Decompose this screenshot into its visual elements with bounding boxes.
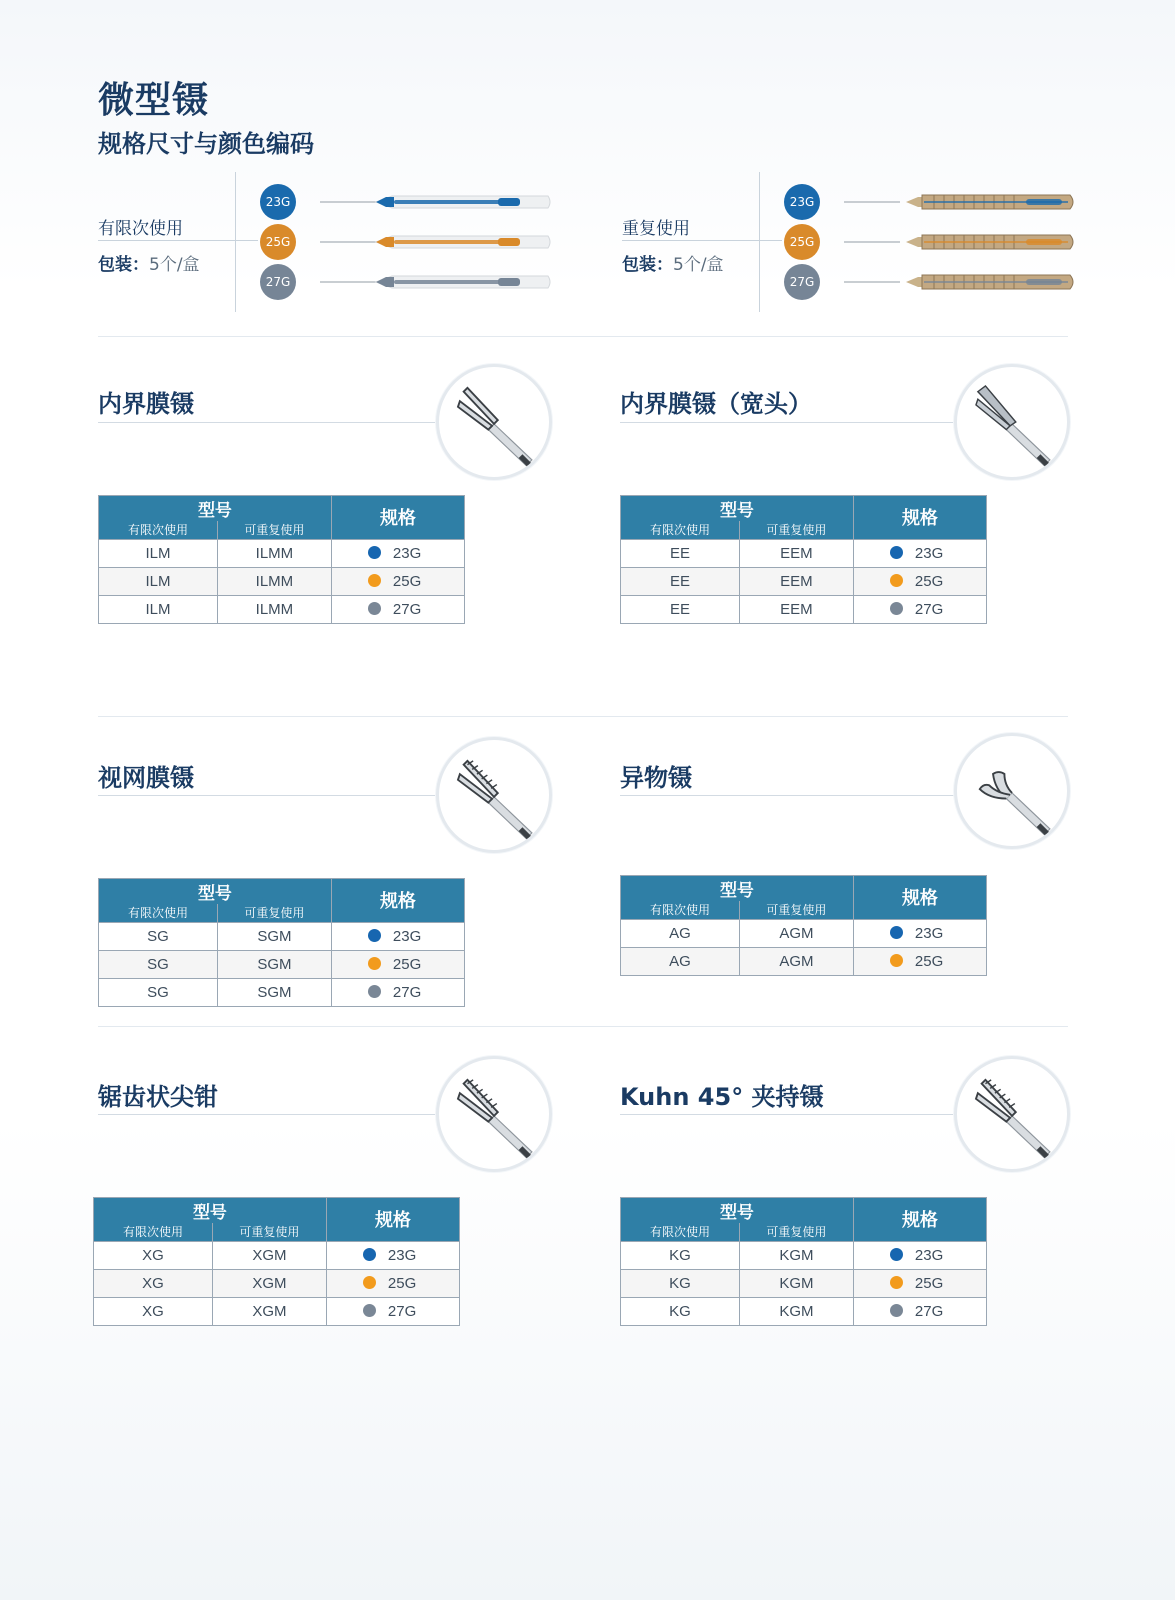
package-info: [622, 250, 724, 275]
table-header-row: [99, 879, 465, 905]
reusable-model-cell: XGM: [212, 1269, 326, 1297]
spec-cell: [326, 1297, 459, 1325]
usage-label: 有限次使用: [98, 219, 183, 239]
limited-use-header: 有限次使用: [94, 1223, 213, 1241]
section-underline: [620, 422, 954, 423]
table-row: [99, 567, 465, 595]
divider: [98, 716, 1068, 717]
limited-model-cell: KG: [621, 1297, 740, 1325]
spec-table: [620, 495, 987, 624]
limited-model-cell: XG: [94, 1241, 213, 1269]
model-header: 型号: [621, 876, 854, 902]
gauge-label: 25G: [392, 572, 422, 590]
table-row: [99, 978, 465, 1006]
model-header: 型号: [621, 1198, 854, 1224]
spec-cell: [331, 595, 464, 623]
usage-underline: [98, 240, 258, 241]
spec-cell: [326, 1269, 459, 1297]
gauge-label: 27G: [914, 1302, 944, 1320]
package-label: 包装：: [98, 255, 149, 275]
usage-label: 重复使用: [622, 219, 690, 239]
kuhn-forceps-icon: [954, 1056, 1070, 1172]
gauge-color-dot: [363, 1304, 376, 1317]
reusable-header: 可重复使用: [217, 904, 331, 922]
model-header: 型号: [621, 496, 854, 522]
spec-cell: [853, 539, 986, 567]
gauge-color-dot: [890, 602, 903, 615]
table-row: [621, 1241, 987, 1269]
section-title: 内界膜镊: [98, 390, 194, 418]
limited-use-header: 有限次使用: [99, 904, 218, 922]
table-row: [94, 1297, 460, 1325]
table-header-row: [621, 876, 987, 902]
gauge-badge-23G: 23G: [784, 184, 820, 220]
reusable-forceps-27G-image: [844, 271, 1076, 293]
reusable-header: 可重复使用: [739, 521, 853, 539]
reusable-model-cell: ILMM: [217, 567, 331, 595]
gauge-label: 23G: [392, 544, 422, 562]
disposable-forceps-25G-image: [320, 231, 552, 253]
limited-use-header: 有限次使用: [621, 1223, 740, 1241]
spec-cell: [853, 947, 986, 975]
instrument-image: [320, 231, 552, 253]
divider: [98, 336, 1068, 337]
usage-block-limited: [98, 172, 628, 317]
reusable-model-cell: EEM: [739, 567, 853, 595]
package-value: 5个/盒: [149, 255, 200, 275]
gauge-label: 23G: [914, 1246, 944, 1264]
package-value: 5个/盒: [673, 255, 724, 275]
reusable-model-cell: AGM: [739, 947, 853, 975]
vertical-divider: [235, 172, 236, 312]
table-row: [621, 947, 987, 975]
gauge-color-dot: [368, 957, 381, 970]
spec-cell: [853, 1241, 986, 1269]
package-label: 包装：: [622, 255, 673, 275]
spec-header: 规格: [853, 1198, 986, 1242]
reusable-model-cell: EEM: [739, 539, 853, 567]
vertical-divider: [759, 172, 760, 312]
table-row: [99, 595, 465, 623]
limited-model-cell: SG: [99, 950, 218, 978]
gauge-badge-25G: 25G: [260, 224, 296, 260]
usage-underline: [622, 240, 782, 241]
table-row: [99, 539, 465, 567]
spec-cell: [853, 919, 986, 947]
spec-header: 规格: [853, 496, 986, 540]
package-info: [98, 250, 200, 275]
gauge-badge-27G: 27G: [260, 264, 296, 300]
gauge-color-dot: [890, 954, 903, 967]
table-row: [99, 950, 465, 978]
section-title: 锯齿状尖钳: [98, 1083, 218, 1111]
gauge-label: 27G: [392, 600, 422, 618]
gauge-color-dot: [368, 546, 381, 559]
table-header-row: [94, 1198, 460, 1224]
spec-header: 规格: [326, 1198, 459, 1242]
wide-tip-forceps-icon: [954, 364, 1070, 480]
gauge-color-dot: [368, 985, 381, 998]
reusable-model-cell: SGM: [217, 978, 331, 1006]
table-row: [94, 1241, 460, 1269]
gauge-label: 23G: [914, 544, 944, 562]
spec-cell: [331, 950, 464, 978]
reusable-header: 可重复使用: [739, 901, 853, 919]
table-header-row: [621, 1198, 987, 1224]
table-row: [94, 1269, 460, 1297]
gauge-label: 27G: [914, 600, 944, 618]
section-underline: [98, 422, 436, 423]
limited-model-cell: SG: [99, 922, 218, 950]
spec-table: [98, 495, 465, 624]
gauge-color-dot: [890, 926, 903, 939]
reusable-model-cell: SGM: [217, 950, 331, 978]
section-underline: [98, 795, 436, 796]
gauge-color-dot: [368, 929, 381, 942]
section-underline: [98, 1114, 436, 1115]
section-title: 异物镊: [620, 764, 692, 792]
section-underline: [620, 1114, 954, 1115]
spec-cell: [331, 539, 464, 567]
limited-model-cell: KG: [621, 1269, 740, 1297]
reusable-model-cell: XGM: [212, 1241, 326, 1269]
limited-model-cell: EE: [621, 567, 740, 595]
reusable-model-cell: KGM: [739, 1297, 853, 1325]
serrated-forceps-icon: [436, 737, 552, 853]
table-row: [621, 539, 987, 567]
model-header: 型号: [94, 1198, 327, 1224]
instrument-image: [320, 191, 552, 213]
gauge-label: 27G: [387, 1302, 417, 1320]
reusable-model-cell: EEM: [739, 595, 853, 623]
spec-cell: [853, 1269, 986, 1297]
table-header-row: [99, 496, 465, 522]
spec-cell: [331, 567, 464, 595]
gauge-color-dot: [368, 574, 381, 587]
limited-model-cell: ILM: [99, 567, 218, 595]
instrument-image: [844, 231, 1076, 253]
limited-model-cell: ILM: [99, 539, 218, 567]
reusable-header: 可重复使用: [217, 521, 331, 539]
reusable-model-cell: ILMM: [217, 539, 331, 567]
gauge-label: 23G: [387, 1246, 417, 1264]
serrated-tip-forceps-icon: [436, 1056, 552, 1172]
table-row: [621, 1269, 987, 1297]
foreign-body-forceps-icon: [954, 733, 1070, 849]
gauge-label: 23G: [392, 927, 422, 945]
spec-table: [93, 1197, 460, 1326]
limited-model-cell: EE: [621, 595, 740, 623]
reusable-forceps-23G-image: [844, 191, 1076, 213]
table-row: [621, 595, 987, 623]
section-title: 内界膜镊（宽头）: [620, 390, 812, 418]
table-row: [621, 1297, 987, 1325]
limited-use-header: 有限次使用: [621, 901, 740, 919]
disposable-forceps-27G-image: [320, 271, 552, 293]
gauge-badge-23G: 23G: [260, 184, 296, 220]
spec-cell: [853, 1297, 986, 1325]
model-header: 型号: [99, 496, 332, 522]
spec-cell: [326, 1241, 459, 1269]
gauge-label: 25G: [387, 1274, 417, 1292]
spec-cell: [853, 595, 986, 623]
reusable-header: 可重复使用: [212, 1223, 326, 1241]
reusable-model-cell: SGM: [217, 922, 331, 950]
model-header: 型号: [99, 879, 332, 905]
reusable-model-cell: XGM: [212, 1297, 326, 1325]
reusable-model-cell: ILMM: [217, 595, 331, 623]
spec-header: 规格: [853, 876, 986, 920]
gauge-badge-25G: 25G: [784, 224, 820, 260]
section-title: 视网膜镊: [98, 764, 194, 792]
gauge-color-dot: [890, 1248, 903, 1261]
gauge-label: 25G: [914, 572, 944, 590]
spec-cell: [331, 922, 464, 950]
reusable-model-cell: AGM: [739, 919, 853, 947]
gauge-badge-27G: 27G: [784, 264, 820, 300]
page-title: 微型镊: [98, 80, 210, 121]
spec-cell: [853, 567, 986, 595]
limited-model-cell: XG: [94, 1269, 213, 1297]
spec-table: [98, 878, 465, 1007]
limited-model-cell: AG: [621, 919, 740, 947]
gauge-label: 25G: [392, 955, 422, 973]
instrument-image: [844, 191, 1076, 213]
spec-table: [620, 1197, 987, 1326]
spec-header: 规格: [331, 496, 464, 540]
reusable-model-cell: KGM: [739, 1241, 853, 1269]
limited-use-header: 有限次使用: [621, 521, 740, 539]
instrument-image: [844, 271, 1076, 293]
gauge-label: 23G: [914, 924, 944, 942]
instrument-image: [320, 271, 552, 293]
reusable-header: 可重复使用: [739, 1223, 853, 1241]
disposable-forceps-23G-image: [320, 191, 552, 213]
gauge-label: 25G: [914, 952, 944, 970]
section-title: Kuhn 45° 夹持镊: [620, 1083, 824, 1111]
limited-model-cell: KG: [621, 1241, 740, 1269]
reusable-forceps-25G-image: [844, 231, 1076, 253]
gauge-color-dot: [363, 1248, 376, 1261]
ilm-forceps-icon: [436, 364, 552, 480]
section-underline: [620, 795, 954, 796]
limited-model-cell: XG: [94, 1297, 213, 1325]
spec-header: 规格: [331, 879, 464, 923]
limited-model-cell: SG: [99, 978, 218, 1006]
gauge-color-dot: [890, 1304, 903, 1317]
divider: [98, 1026, 1068, 1027]
table-row: [99, 922, 465, 950]
table-row: [621, 919, 987, 947]
gauge-color-dot: [363, 1276, 376, 1289]
gauge-color-dot: [368, 602, 381, 615]
table-row: [621, 567, 987, 595]
limited-use-header: 有限次使用: [99, 521, 218, 539]
limited-model-cell: AG: [621, 947, 740, 975]
limited-model-cell: ILM: [99, 595, 218, 623]
gauge-color-dot: [890, 574, 903, 587]
limited-model-cell: EE: [621, 539, 740, 567]
usage-block-reusable: [622, 172, 1152, 317]
gauge-color-dot: [890, 1276, 903, 1289]
gauge-label: 27G: [392, 983, 422, 1001]
table-header-row: [621, 496, 987, 522]
page-subtitle: 规格尺寸与颜色编码: [98, 130, 314, 158]
gauge-label: 25G: [914, 1274, 944, 1292]
gauge-color-dot: [890, 546, 903, 559]
spec-cell: [331, 978, 464, 1006]
spec-table: [620, 875, 987, 976]
reusable-model-cell: KGM: [739, 1269, 853, 1297]
